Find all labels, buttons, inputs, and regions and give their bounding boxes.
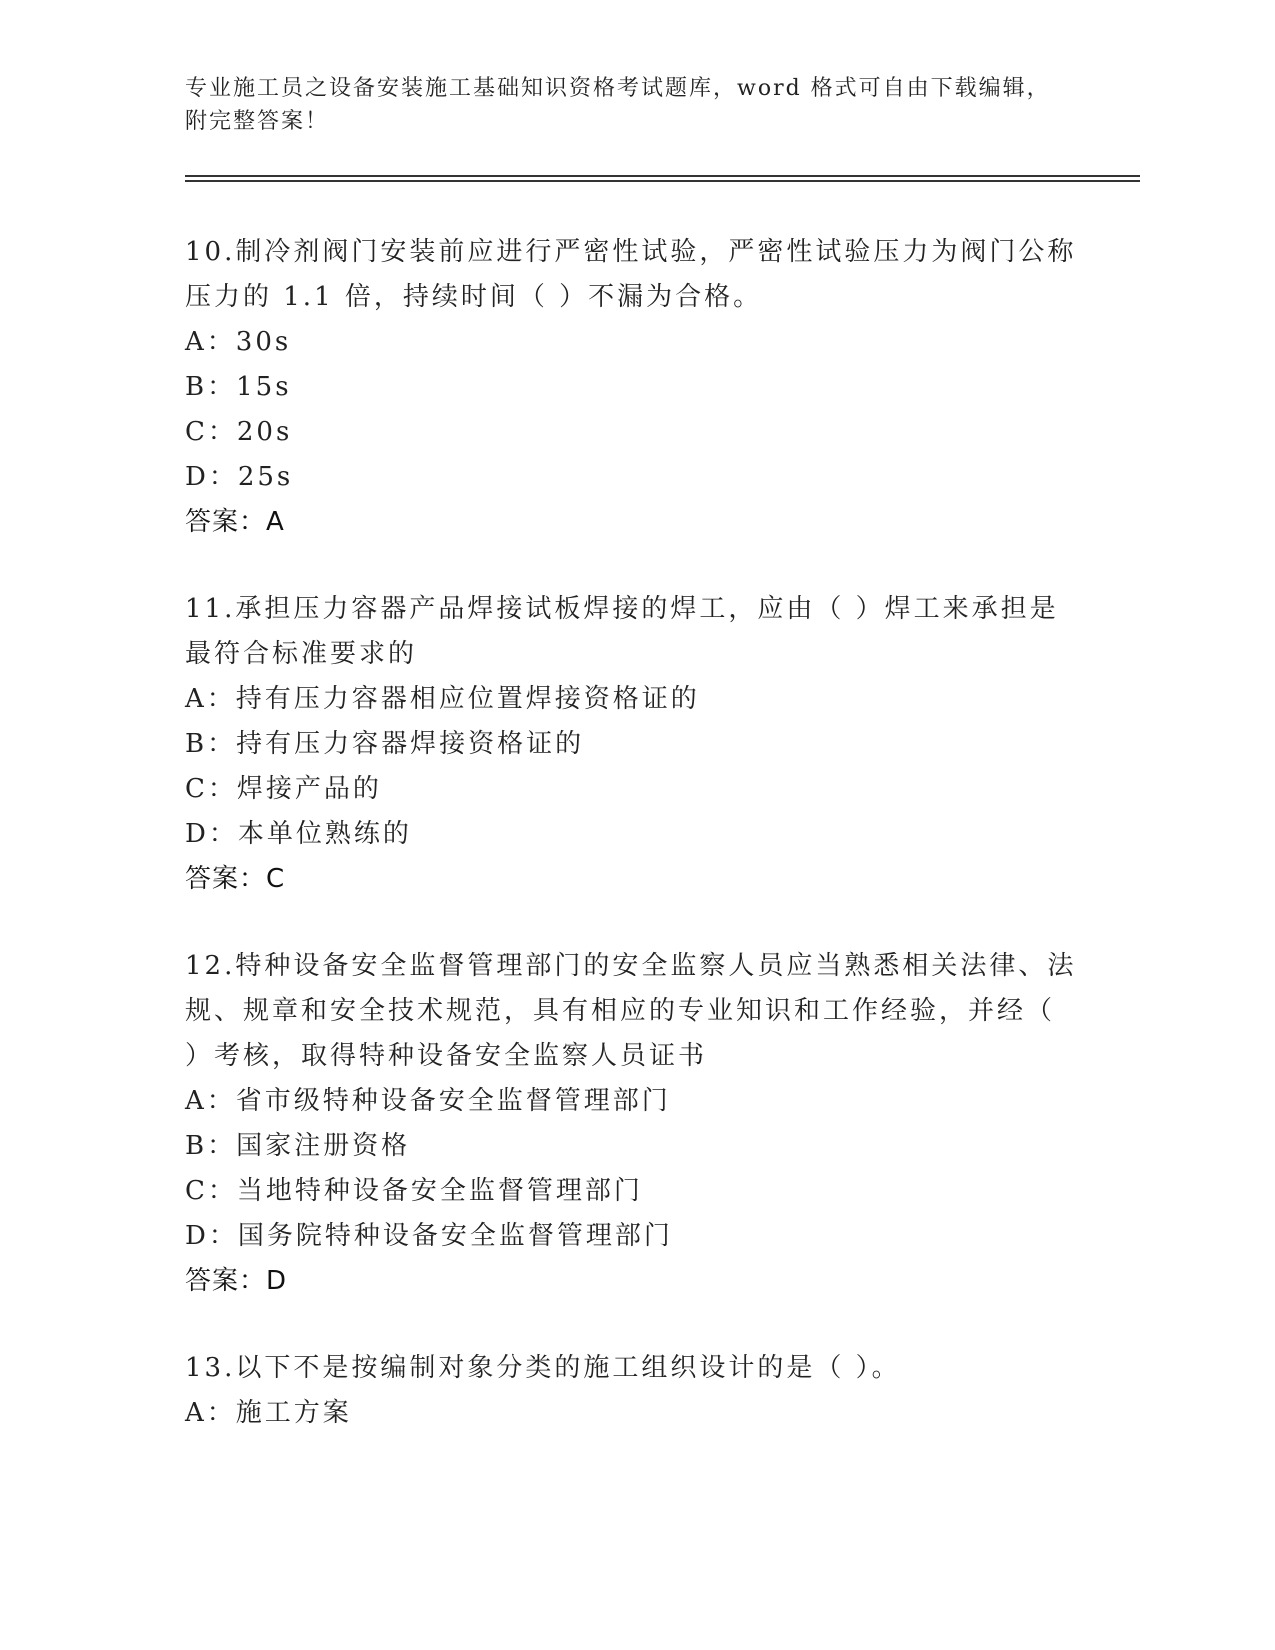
option-b: B：国家注册资格 (185, 1131, 411, 1161)
answer-line: 答案：C (185, 864, 286, 894)
option-c: C：20s (185, 417, 293, 447)
option-a: A：持有压力容器相应位置焊接资格证的 (185, 684, 700, 714)
question-stem-line: 12.特种设备安全监督管理部门的安全监察人员应当熟悉相关法律、法 (185, 951, 1077, 981)
header-line-1: 专业施工员之设备安装施工基础知识资格考试题库，word 格式可自由下载编辑， (185, 76, 1051, 101)
option-c: C：当地特种设备安全监督管理部门 (185, 1176, 643, 1206)
question-stem-line: 11.承担压力容器产品焊接试板焊接的焊工，应由（ ）焊工来承担是 (185, 594, 1059, 624)
option-b: B：持有压力容器焊接资格证的 (185, 729, 585, 759)
header-line-2: 附完整答案！ (185, 109, 330, 134)
answer-line: 答案：D (185, 1266, 288, 1296)
question-stem-line: 13.以下不是按编制对象分类的施工组织设计的是（ ）。 (185, 1353, 901, 1383)
option-a: A：施工方案 (185, 1398, 352, 1428)
header-divider-top (185, 175, 1140, 177)
question-12 (185, 944, 1085, 1304)
option-b: B：15s (185, 372, 292, 402)
header-divider-bottom (185, 180, 1140, 182)
option-c: C：焊接产品的 (185, 774, 382, 804)
option-a: A：省市级特种设备安全监督管理部门 (185, 1086, 671, 1116)
question-list (185, 230, 1085, 1478)
document-header (185, 72, 1085, 138)
question-10 (185, 230, 1085, 545)
option-a: A：30s (185, 327, 292, 357)
question-11 (185, 587, 1085, 902)
question-stem-line: 最符合标准要求的 (185, 639, 418, 669)
question-stem-line: 10.制冷剂阀门安装前应进行严密性试验，严密性试验压力为阀门公称 (185, 237, 1077, 267)
answer-line: 答案：A (185, 507, 285, 537)
option-d: D：国务院特种设备安全监督管理部门 (185, 1221, 673, 1251)
question-stem-line: ）考核，取得特种设备安全监察人员证书 (185, 1041, 708, 1071)
option-d: D：本单位熟练的 (185, 819, 412, 849)
question-stem-line: 规、规章和安全技术规范，具有相应的专业知识和工作经验，并经（ (185, 996, 1056, 1026)
option-d: D：25s (185, 462, 294, 492)
question-13 (185, 1346, 1085, 1436)
question-stem-line: 压力的 1.1 倍，持续时间（ ）不漏为合格。 (185, 282, 763, 312)
